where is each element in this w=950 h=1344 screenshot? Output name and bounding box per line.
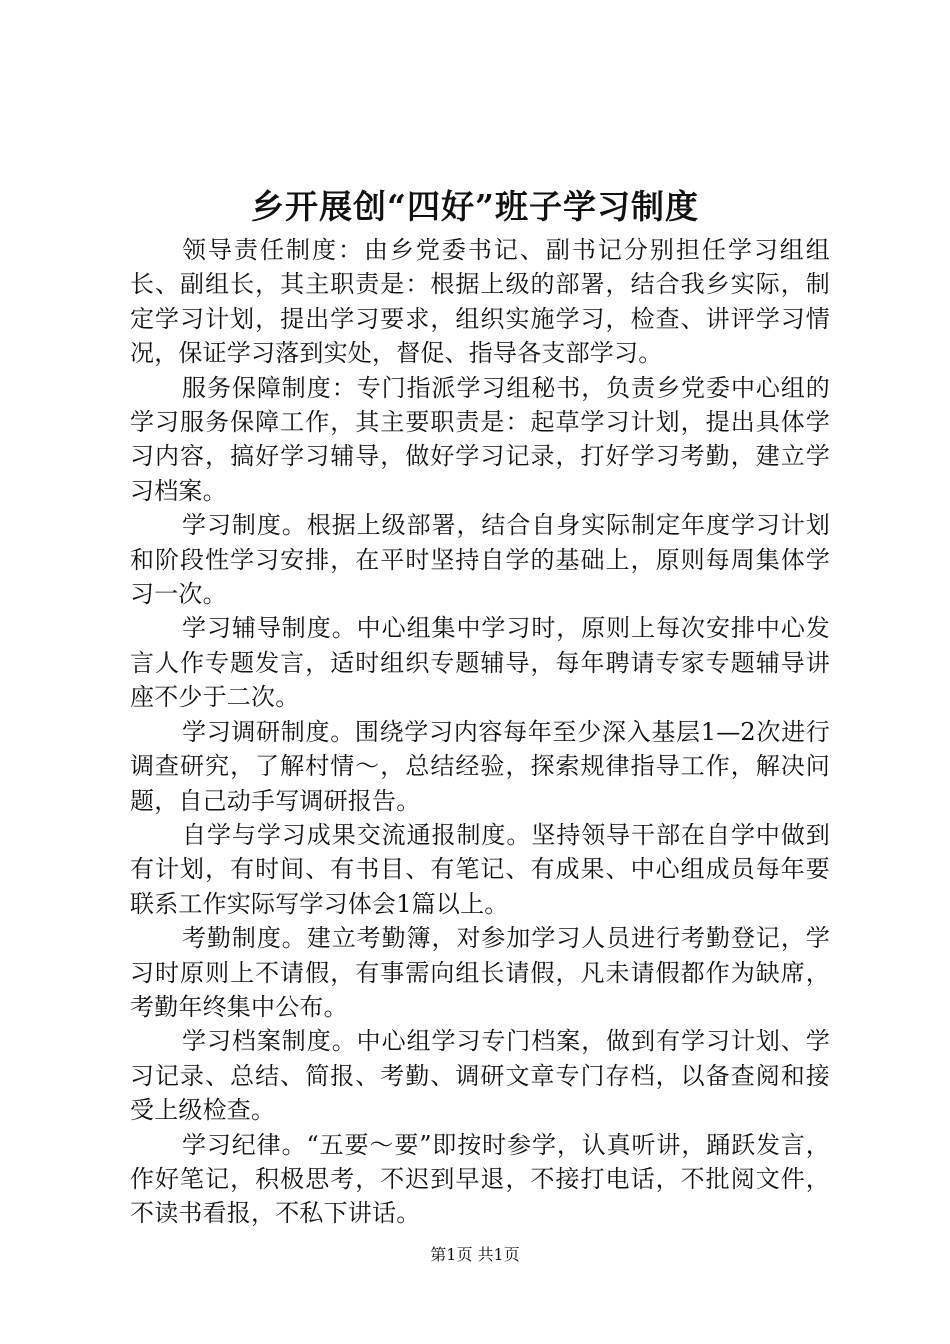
- paragraph-leadership-responsibility: 领导责任制度：由乡党委书记、副书记分别担任学习组组长、副组长，其主职责是：根据上级的部署，结合我乡实际，制定学习计划，提出学习要求，组织实施学习，检查、讲评学习情况，保证学习落到实处，督促、指导各支部学习。: [130, 236, 830, 368]
- paragraph-study-system: 学习制度。根据上级部署，结合自身实际制定年度学习计划和阶段性学习安排，在平时坚持自学的基础上，原则每周集体学习一次。: [130, 511, 830, 609]
- paragraph-study-archive: 学习档案制度。中心组学习专门档案，做到有学习计划、学习记录、总结、简报、考勤、调研文章专门存档，以备查阅和接受上级检查。: [130, 1027, 830, 1125]
- paragraph-service-guarantee: 服务保障制度：专门指派学习组秘书，负责乡党委中心组的学习服务保障工作，其主要职责是：起草学习计划，提出具体学习内容，搞好学习辅导，做好学习记录，打好学习考勤，建立学习档案。: [130, 373, 830, 505]
- paragraph-study-discipline: 学习纪律。“五要～要”即按时参学，认真听讲，踊跃发言，作好笔记，积极思考，不迟到早退，不接打电话，不批阅文件，不读书看报，不私下讲话。: [130, 1130, 830, 1228]
- paragraph-study-tutoring: 学习辅导制度。中心组集中学习时，原则上每次安排中心发言人作专题发言，适时组织专题辅导，每年聘请专家专题辅导讲座不少于二次。: [130, 614, 830, 712]
- paragraph-attendance: 考勤制度。建立考勤簿，对参加学习人员进行考勤登记，学习时原则上不请假，有事需向组长请假，凡未请假都作为缺席，考勤年终集中公布。: [130, 924, 830, 1021]
- document-title: 乡开展创“四好”班子学习制度: [251, 187, 699, 226]
- page-number-footer: 第1页 共1页: [430, 1245, 520, 1264]
- paragraph-study-research: 学习调研制度。围绕学习内容每年至少深入基层1—2次进行调查研究，了解村情～，总结经验，探索规律指导工作，解决问题，自己动手写调研报告。: [130, 717, 830, 815]
- document-body: [130, 233, 830, 1231]
- paragraph-self-study-exchange: 自学与学习成果交流通报制度。坚持领导干部在自学中做到有计划，有时间、有书目、有笔记、有成果、中心组成员每年要联系工作实际写学习体会1篇以上。: [130, 820, 830, 918]
